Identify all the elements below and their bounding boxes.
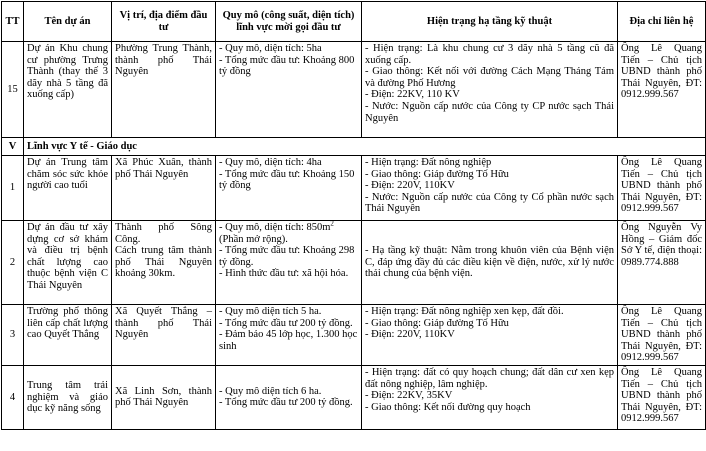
project-scale (216, 42, 362, 138)
project-contact: Ông Nguyễn Vy Hồng – Giám đốc Sở Y tế, điện thoại: 0989.774.888 (618, 221, 706, 305)
infra-line: - Giao thông: Giáp đường Tố Hữu (365, 168, 509, 180)
project-contact: Ông Lê Quang Tiến – Chủ tịch UBND thành phố Thái Nguyên, ĐT: 0912.999.567 (618, 156, 706, 221)
header-row (2, 2, 706, 42)
infra-line: - Điện: 22KV, 35KV (365, 390, 453, 402)
project-name: Dự án Trung tâm chăm sóc sức khỏe người cao tuổi (24, 156, 112, 221)
header-contact: Địa chỉ liên hệ (618, 2, 706, 42)
project-location: Xã Linh Sơn, thành phố Thái Nguyên (112, 365, 216, 429)
header-location: Vị trí, địa điểm đầu tư (112, 2, 216, 42)
project-infra (362, 365, 618, 429)
header-tt: TT (2, 2, 24, 42)
scale-line: - Đảm bảo 45 lớp học, 1.300 học sinh (219, 329, 358, 352)
row-number: 1 (2, 156, 24, 221)
project-scale (216, 305, 362, 366)
infra-line: - Điện: 22KV, 110 KV (365, 89, 460, 101)
section-title: Lĩnh vực Y tế - Giáo dục (24, 138, 706, 156)
project-name: Trung tâm trải nghiệm và giáo dục kỹ năng sống (24, 365, 112, 429)
project-contact: Ông Lê Quang Tiến – Chủ tịch UBND thành phố Thái Nguyên, ĐT: 0912.999.567 (618, 305, 706, 366)
scale-line (219, 219, 358, 245)
scale-text: - Quy mô, diện tích: 850m (219, 222, 331, 233)
project-infra (362, 156, 618, 221)
table-row (2, 305, 706, 366)
infra-line: - Hiện trạng: Đất nông nghiệp (365, 157, 492, 168)
infra-line: - Hiện trạng: đất có quy hoạch chung; đất dân cư xen kẹp đất nông nghiệp, lâm nghiệp. (365, 366, 614, 390)
infra-line: - Nước: Nguồn cấp nước của Công ty Cổ phần nước sạch Thái Nguyên (365, 191, 614, 215)
scale-text: (Phần mở rộng). (219, 233, 288, 245)
infra-line: - Giao thông: Kết nối đường quy hoạch (365, 401, 531, 413)
scale-line: - Tổng mức đầu tư: Khoảng 150 tỷ đồng (219, 168, 355, 192)
investment-projects-table (1, 1, 706, 430)
project-scale (216, 221, 362, 305)
infra-line: - Giao thông: Giáp đường Tố Hữu (365, 317, 509, 329)
project-contact: Ông Lê Quang Tiến – Chủ tịch UBND thành phố Thái Nguyên, ĐT: 0912.999.567 (618, 365, 706, 429)
project-name: Trường phổ thông liên cấp chất lượng cao Quyết Thắng (24, 305, 112, 366)
project-scale (216, 156, 362, 221)
section-number: V (2, 138, 24, 156)
scale-line: - Quy mô diện tích 6 ha. (219, 385, 322, 397)
project-name: Dự án đầu tư xây dựng cơ sở khám và điều trị bệnh chất lượng cao thuộc bệnh viện C Thái Nguyên (24, 221, 112, 305)
project-location (112, 221, 216, 305)
scale-line: - Tổng mức đầu tư 200 tỷ đồng. (219, 317, 353, 329)
table-row (2, 42, 706, 138)
scale-line: - Hình thức đầu tư: xã hội hóa. (219, 268, 349, 280)
project-location: Xã Quyết Thắng – thành phố Thái Nguyên (112, 305, 216, 366)
row-number: 2 (2, 221, 24, 305)
project-infra: - Hạ tầng kỹ thuật: Nằm trong khuôn viên của Bệnh viện C, đáp ứng đầy đủ các điều kiện về điện, nước, xử lý nước thải chung của bệnh viện. (362, 221, 618, 305)
scale-line: - Tổng mức đầu tư 200 tỷ đồng. (219, 397, 353, 409)
superscript: 2 (330, 219, 334, 228)
row-number: 15 (2, 42, 24, 138)
infra-line: - Giao thông: Kết nối với đường Cách Mạng Tháng Tám và đường Phố Hương (365, 66, 614, 89)
table-row (2, 365, 706, 429)
scale-line: - Tổng mức đầu tư: Khoảng 800 tỷ đồng (219, 54, 355, 78)
section-row (2, 138, 706, 156)
project-infra (362, 42, 618, 138)
infra-line: - Nước: Nguồn cấp nước của Công ty CP nước sạch Thái Nguyên (365, 100, 614, 124)
table-row (2, 156, 706, 221)
project-contact: Ông Lê Quang Tiến – Chủ tịch UBND thành phố Thái Nguyên, ĐT: 0912.999.567 (618, 42, 706, 138)
location-line: Thành phố Sông Công. (115, 222, 212, 245)
project-scale (216, 365, 362, 429)
scale-line: - Quy mô, diện tích: 4ha (219, 157, 322, 168)
infra-line: - Điện: 220V, 110KV (365, 329, 455, 341)
scale-line: - Tổng mức đầu tư: Khoảng 298 tỷ đồng. (219, 245, 355, 268)
infra-line: - Hiện trạng: Đất nông nghiệp xen kẹp, đất đồi. (365, 306, 564, 317)
table-row (2, 221, 706, 305)
header-project: Tên dự án (24, 2, 112, 42)
scale-line: - Quy mô diện tích 5 ha. (219, 306, 322, 317)
header-scale: Quy mô (công suất, diện tích) lĩnh vực mời gọi đầu tư (216, 2, 362, 42)
scale-line: - Quy mô, diện tích: 5ha (219, 43, 322, 54)
location-line: Cách trung tâm thành phố Thái Nguyên khoảng 30km. (115, 245, 212, 280)
project-location: Xã Phúc Xuân, thành phố Thái Nguyên (112, 156, 216, 221)
project-location: Phường Trung Thành, thành phố Thái Nguyên (112, 42, 216, 138)
project-infra (362, 305, 618, 366)
infra-line: - Điện: 220V, 110KV (365, 180, 455, 192)
project-name: Dự án Khu chung cư phường Trưng Thành (thay thế 3 dãy nhà 5 tầng đã xuống cấp) (24, 42, 112, 138)
header-infra: Hiện trạng hạ tầng kỹ thuật (362, 2, 618, 42)
row-number: 4 (2, 365, 24, 429)
infra-line: - Hiện trạng: Là khu chung cư 3 dãy nhà 5 tầng cũ đã xuống cấp. (365, 43, 614, 66)
row-number: 3 (2, 305, 24, 366)
